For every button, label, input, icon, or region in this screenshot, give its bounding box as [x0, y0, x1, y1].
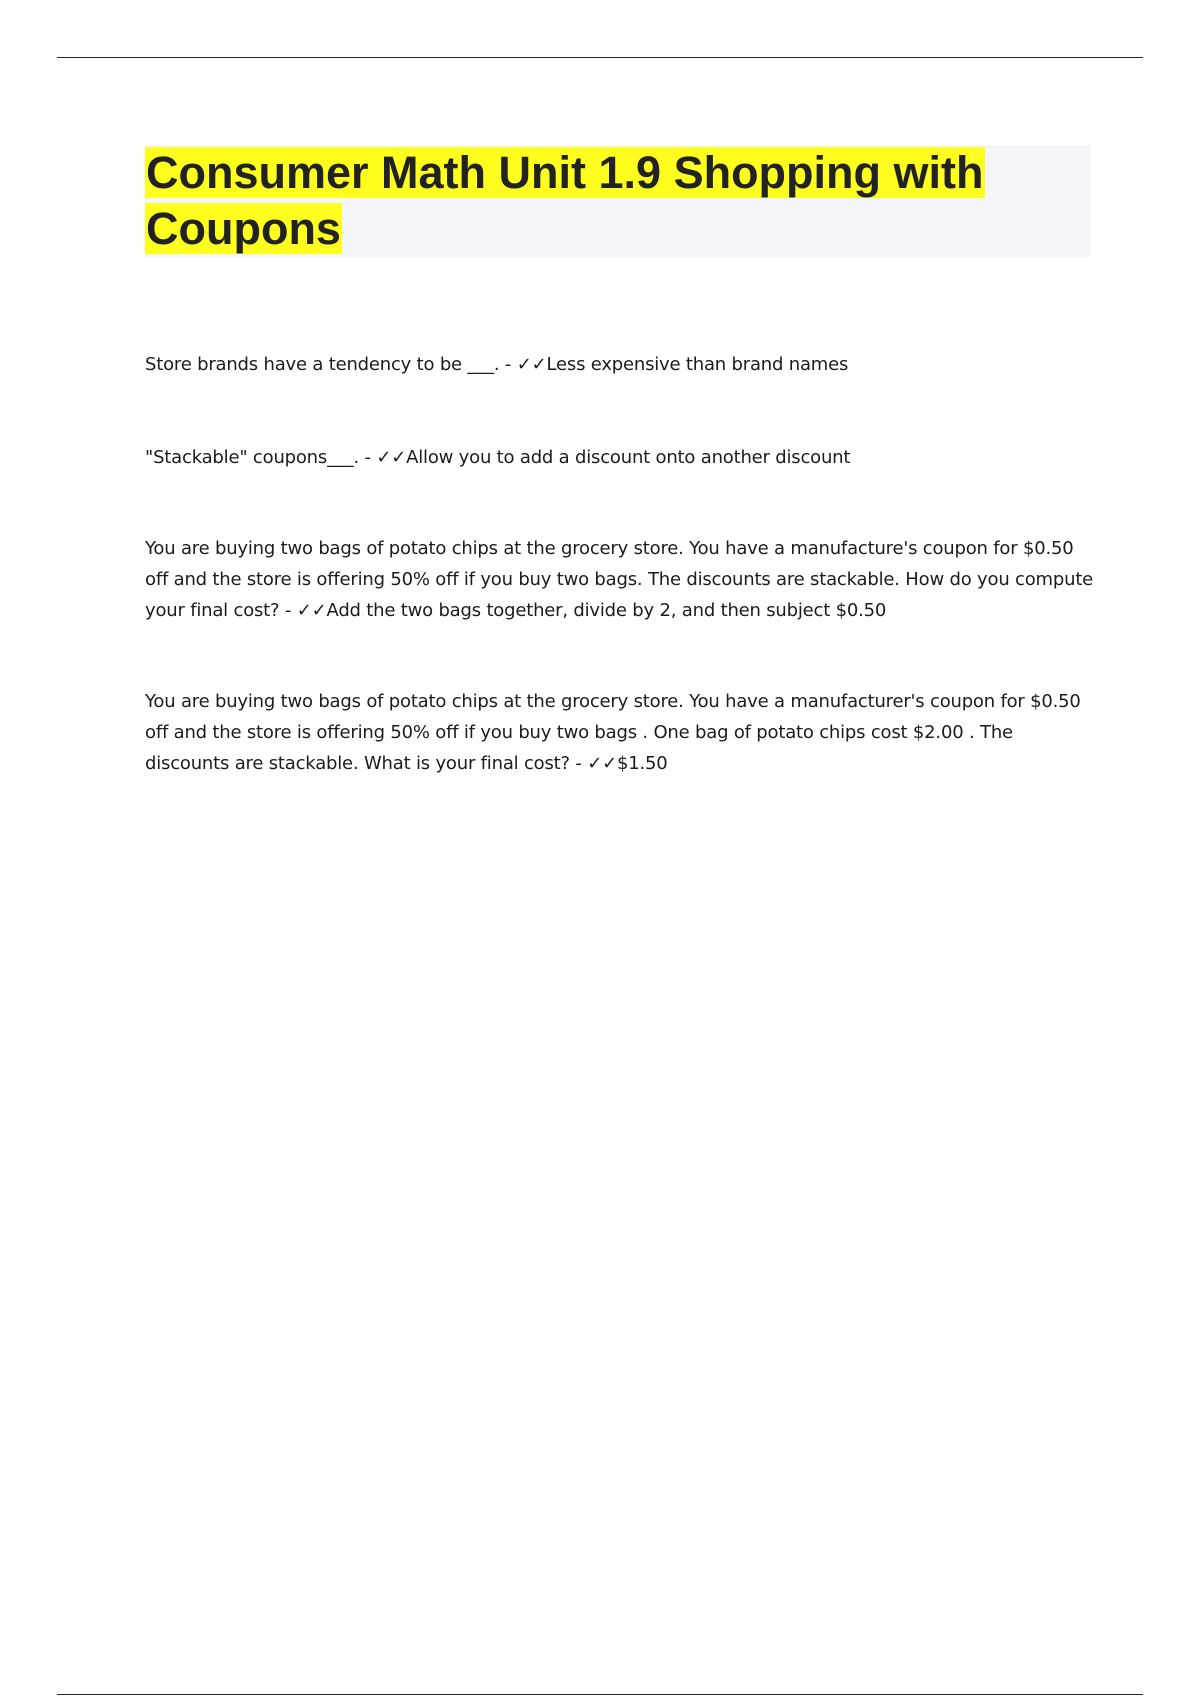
- answer-text: Add the two bags together, divide by 2, and then subject $0.50: [326, 600, 887, 621]
- double-check-icon: ✓✓: [376, 447, 407, 468]
- separator: -: [359, 447, 377, 468]
- answer-text: Less expensive than brand names: [546, 354, 849, 375]
- double-check-icon: ✓✓: [516, 354, 547, 375]
- page-title: [145, 145, 1091, 257]
- bottom-rule: [57, 1694, 1143, 1695]
- qa-item: [145, 533, 1095, 626]
- qa-item: [145, 349, 1095, 380]
- title-highlight: Consumer Math Unit 1.9 Shopping with Coupons: [146, 147, 984, 254]
- qa-item: [145, 442, 1095, 473]
- top-rule: [57, 57, 1143, 58]
- question-text: Store brands have a tendency to be ___.: [145, 354, 500, 375]
- question-text: "Stackable" coupons___.: [145, 447, 359, 468]
- question-text: You are buying two bags of potato chips at the grocery store. You have a manufacturer's coupon for $0.50 off and the store is offering 50% off if you buy two bags . One bag of potato chips cost $2.00 . The discounts are stackable. What is your final cost?: [145, 691, 1081, 774]
- separator: -: [499, 354, 517, 375]
- answer-text: Allow you to add a discount onto another discount: [406, 447, 851, 468]
- title-block: [145, 145, 1091, 257]
- qa-item: [145, 686, 1095, 779]
- separator: -: [279, 600, 297, 621]
- double-check-icon: ✓✓: [296, 600, 327, 621]
- double-check-icon: ✓✓: [587, 753, 617, 774]
- separator: -: [569, 753, 588, 774]
- question-text: You are buying two bags of potato chips at the grocery store. You have a manufacture's coupon for $0.50 off and the store is offering 50% off if you buy two bags. The discounts are stackable. How do you compute your final cost?: [145, 538, 1094, 621]
- answer-text: $1.50: [616, 753, 668, 774]
